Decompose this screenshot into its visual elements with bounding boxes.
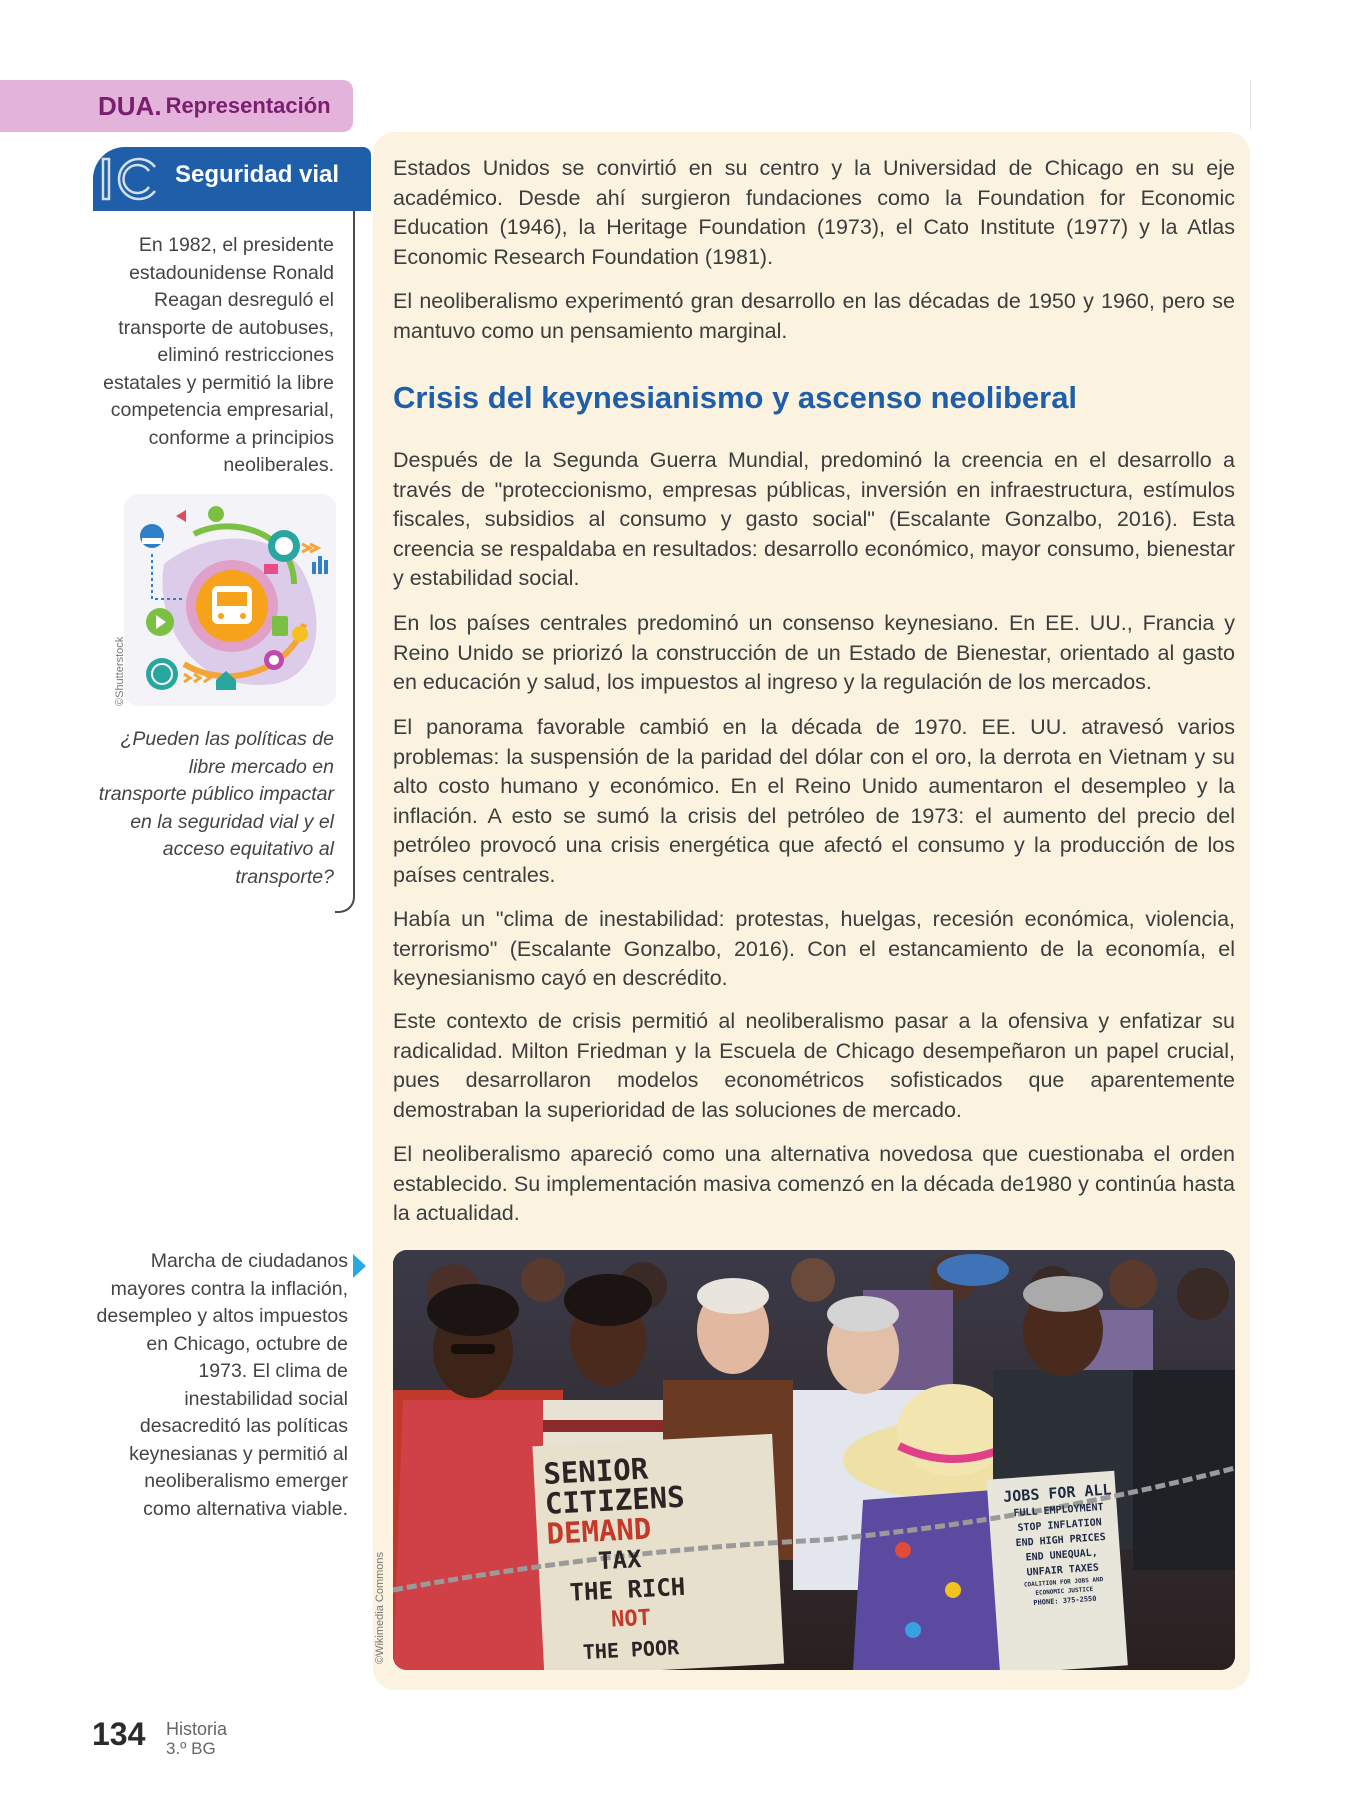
protest-photo — [393, 1250, 1235, 1670]
top-rule — [1250, 80, 1251, 130]
ic-box-header — [93, 147, 371, 211]
sign-right-line: PHONE: 375-2550 — [1033, 1594, 1097, 1608]
sign-left-line: THE RICH — [568, 1572, 686, 1607]
sign-left-line: THE POOR — [582, 1635, 680, 1665]
ic-logo-icon — [97, 153, 167, 205]
paragraph-intro-2: El neoliberalismo experimentó gran desarrollo en las décadas de 1950 y 1960, pero se mantuvo como un pensamiento marginal. — [393, 289, 1235, 343]
protest-sign-left — [543, 1447, 778, 1668]
sign-left-line: DEMAND — [545, 1511, 653, 1551]
dua-tab — [0, 80, 353, 132]
paragraph-3: El panorama favorable cambió en la década de 1970. EE. UU. atravesó varios problemas: la suspensión de la paridad del dólar con el oro, la derrota en Vietnam y su alto costo humano y económico. En el Reino Unido aumentaron el desempleo y la inflación. A esto se sumó la crisis del petróleo de 1973: el aumento del precio del petróleo provocó una crisis energética que afectó el consumo y la producción de los países centrales. — [393, 715, 1235, 887]
protest-sign-right — [997, 1480, 1125, 1610]
sign-right-line: END UNEQUAL, — [1025, 1547, 1099, 1564]
dua-label: Representación — [165, 93, 331, 118]
footer-grade: 3.º BG — [166, 1739, 216, 1758]
section-heading: Crisis del keynesianismo y ascenso neoliberal — [393, 380, 1078, 415]
image-credit-shutterstock: ©Shutterstock — [114, 636, 126, 706]
sign-right-line: JOBS FOR ALL — [1002, 1480, 1113, 1506]
image-credit-wikimedia: ©Wikimedia Commons — [374, 1551, 386, 1664]
ic-box-question: ¿Pueden las políticas de libre mercado en transporte público impactar en la seguridad vial y el acceso equitativo al transporte? — [98, 728, 334, 888]
ic-box-title: Seguridad vial — [175, 161, 340, 188]
footer-subject: Historia — [166, 1719, 228, 1739]
sign-right-line: END HIGH PRICES — [1015, 1531, 1107, 1550]
caption-arrow-icon — [353, 1254, 366, 1278]
paragraph-5: Este contexto de crisis permitió al neoliberalismo pasar a la ofensiva y enfatizar su radicalidad. Milton Friedman y la Escuela de Chicago desempeñaron un papel crucial, pues desarrollaron modelos econométricos sofisticados que aparentemente demostraban la superioridad de las soluciones de mercado. — [393, 1009, 1235, 1122]
paragraph-4: Había un "clima de inestabilidad: protestas, huelgas, recesión económica, violencia, terrorismo" (Escalante Gonzalbo, 2016). Con el estancamiento de la economía, el keynesianismo cayó en descrédito. — [393, 907, 1235, 991]
sign-right-line: COALITION FOR JOBS AND — [1023, 1576, 1104, 1589]
sign-right-line: ECONOMIC JUSTICE — [1035, 1585, 1094, 1597]
paragraph-2: En los países centrales predominó un consenso keynesiano. En EE. UU., Francia y Reino Unido se priorizó la construcción de un Estado de Bienestar, orientado al gasto en educación y salud, los impuestos al ingreso y la regulación de los mercados. — [393, 611, 1235, 695]
sign-left-line: CITIZENS — [544, 1479, 686, 1521]
ic-box-body: En 1982, el presidente estadounidense Ronald Reagan desreguló el transporte de autobuses, eliminó restricciones estatales y permitió la libre competencia empresarial, conforme a principios neoliberales. — [103, 234, 334, 476]
sign-right-line: FULL EMPLOYMENT — [1013, 1501, 1105, 1520]
paragraph-intro-1: Estados Unidos se convirtió en su centro y la Universidad de Chicago en su eje académico. Desde ahí surgieron fundaciones como la Foundation for Economic Education (1946), la Heritage Foundation (1973), el Cato Institute (1977) y la Atlas Economic Research Foundation (1981). — [393, 156, 1235, 269]
photo-caption: Marcha de ciudadanos mayores contra la inflación, desempleo y altos impuestos en Chicago, octubre de 1973. El clima de inestabilidad social desacreditó las políticas keynesianas y permitió al neoliberalismo emerger como alternativa viable. — [96, 1250, 348, 1520]
paragraph-6: El neoliberalismo apareció como una alternativa novedosa que cuestionaba el orden establecido. Su implementación masiva comenzó en la década de1980 y continúa hasta la actualidad. — [393, 1142, 1235, 1226]
sign-right-line: UNFAIR TAXES — [1026, 1562, 1100, 1579]
bus-infographic-illustration — [124, 494, 336, 706]
sign-right-line: STOP INFLATION — [1017, 1517, 1103, 1534]
sign-left-line: TAX — [597, 1544, 643, 1576]
sign-left-line: SENIOR — [542, 1451, 649, 1491]
page-number: 134 — [92, 1716, 146, 1752]
dua-strong: DUA. — [98, 90, 162, 121]
ic-box-bracket — [335, 211, 355, 913]
sign-left-line: NOT — [610, 1605, 652, 1633]
paragraph-1: Después de la Segunda Guerra Mundial, predominó la creencia en el desarrollo a través de "proteccionismo, empresas públicas, inversión en infraestructura, estímulos fiscales, subsidios al consumo y gasto social" (Escalante Gonzalbo, 2016). Esta creencia se respaldaba en resultados: desarrollo económico, mayor consumo, bienestar y estabilidad social. — [393, 448, 1235, 591]
